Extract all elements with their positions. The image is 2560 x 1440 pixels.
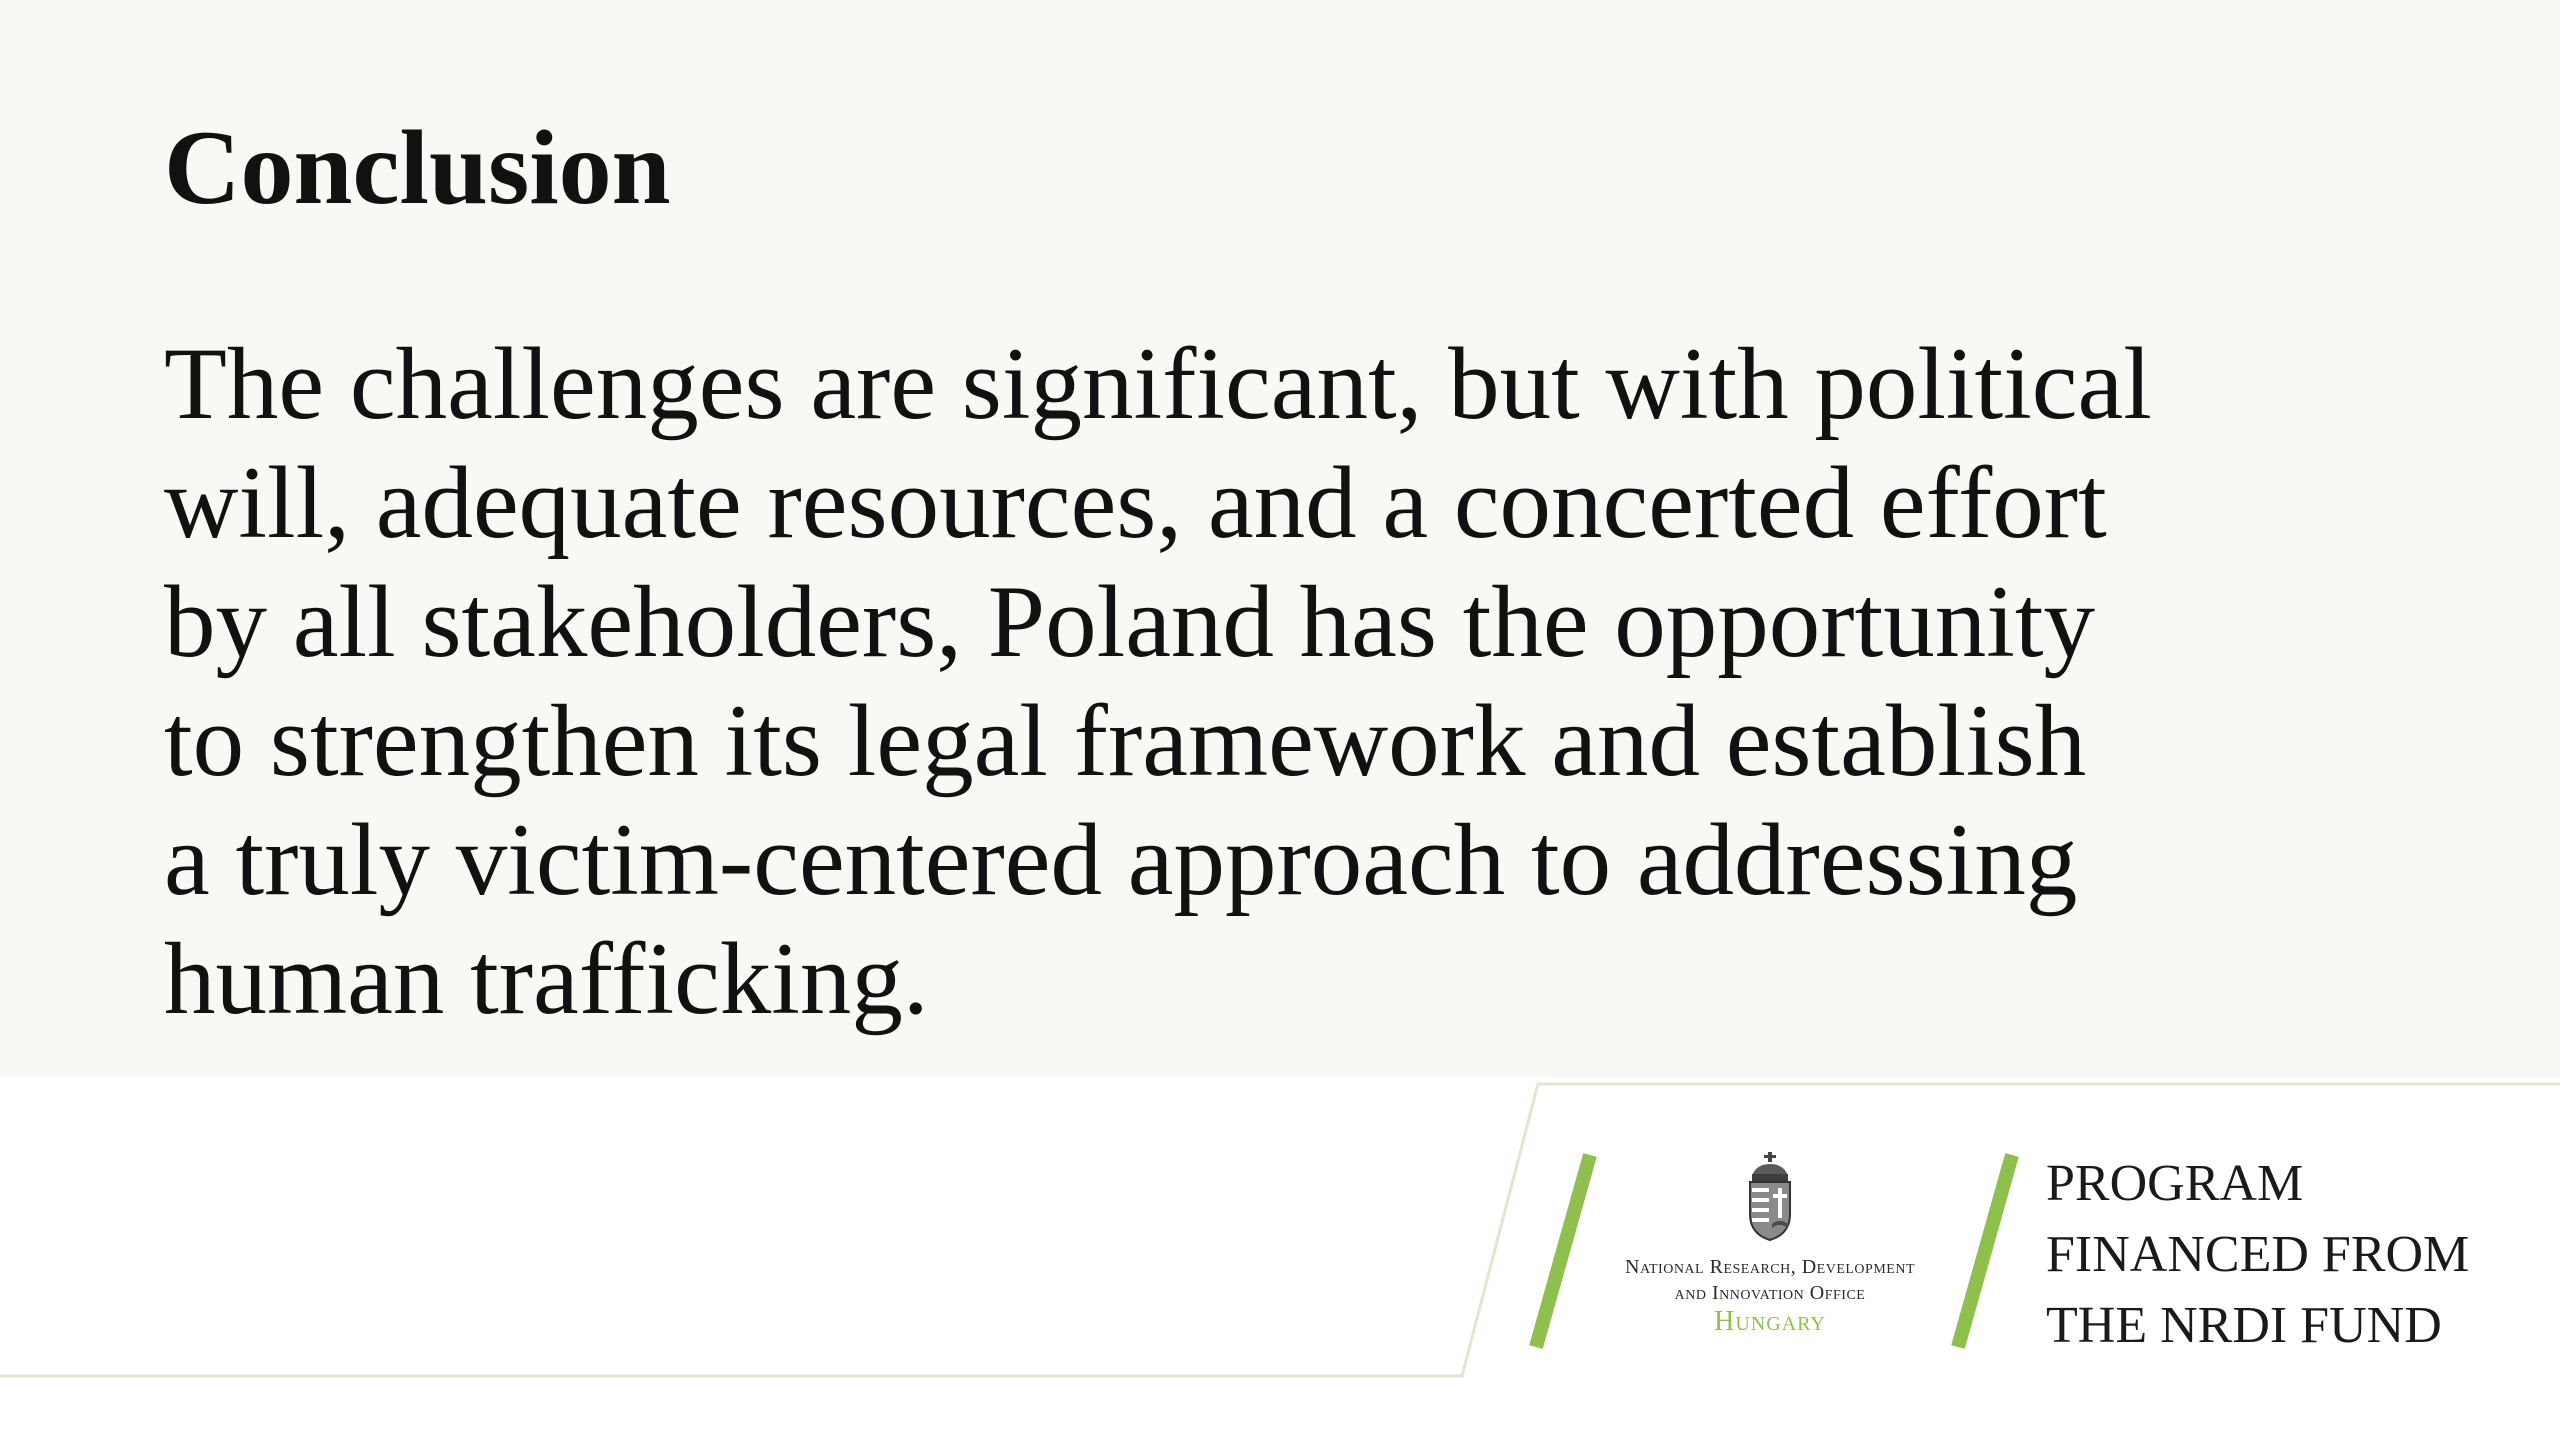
nrdi-country: Hungary [1714,1306,1826,1337]
nrdi-name-line-2: and Innovation Office [1674,1282,1866,1304]
nrdi-name-line-1: National Research, Development [1625,1256,1915,1278]
body-line: The challenges are significant, but with political [164,327,2152,441]
program-financing-note [2046,1148,2546,1361]
slide-body [164,325,2364,1039]
program-line-2: FINANCED FROM [2046,1226,2470,1283]
program-line-3: THE NRDI FUND [2046,1297,2442,1354]
hungarian-coat-of-arms-icon [1742,1152,1798,1242]
body-line: to strengthen its legal framework and establish [164,684,2087,798]
body-line: a truly victim-centered approach to addressing [164,803,2078,917]
nrdi-logo [1580,1152,1960,1338]
program-line-1: PROGRAM [2046,1155,2304,1212]
body-line: human trafficking. [164,922,929,1036]
body-line: by all stakeholders, Poland has the opportunity [164,565,2095,679]
body-line: will, adequate resources, and a concerted effort [164,446,2107,560]
slide-title: Conclusion [164,109,671,226]
